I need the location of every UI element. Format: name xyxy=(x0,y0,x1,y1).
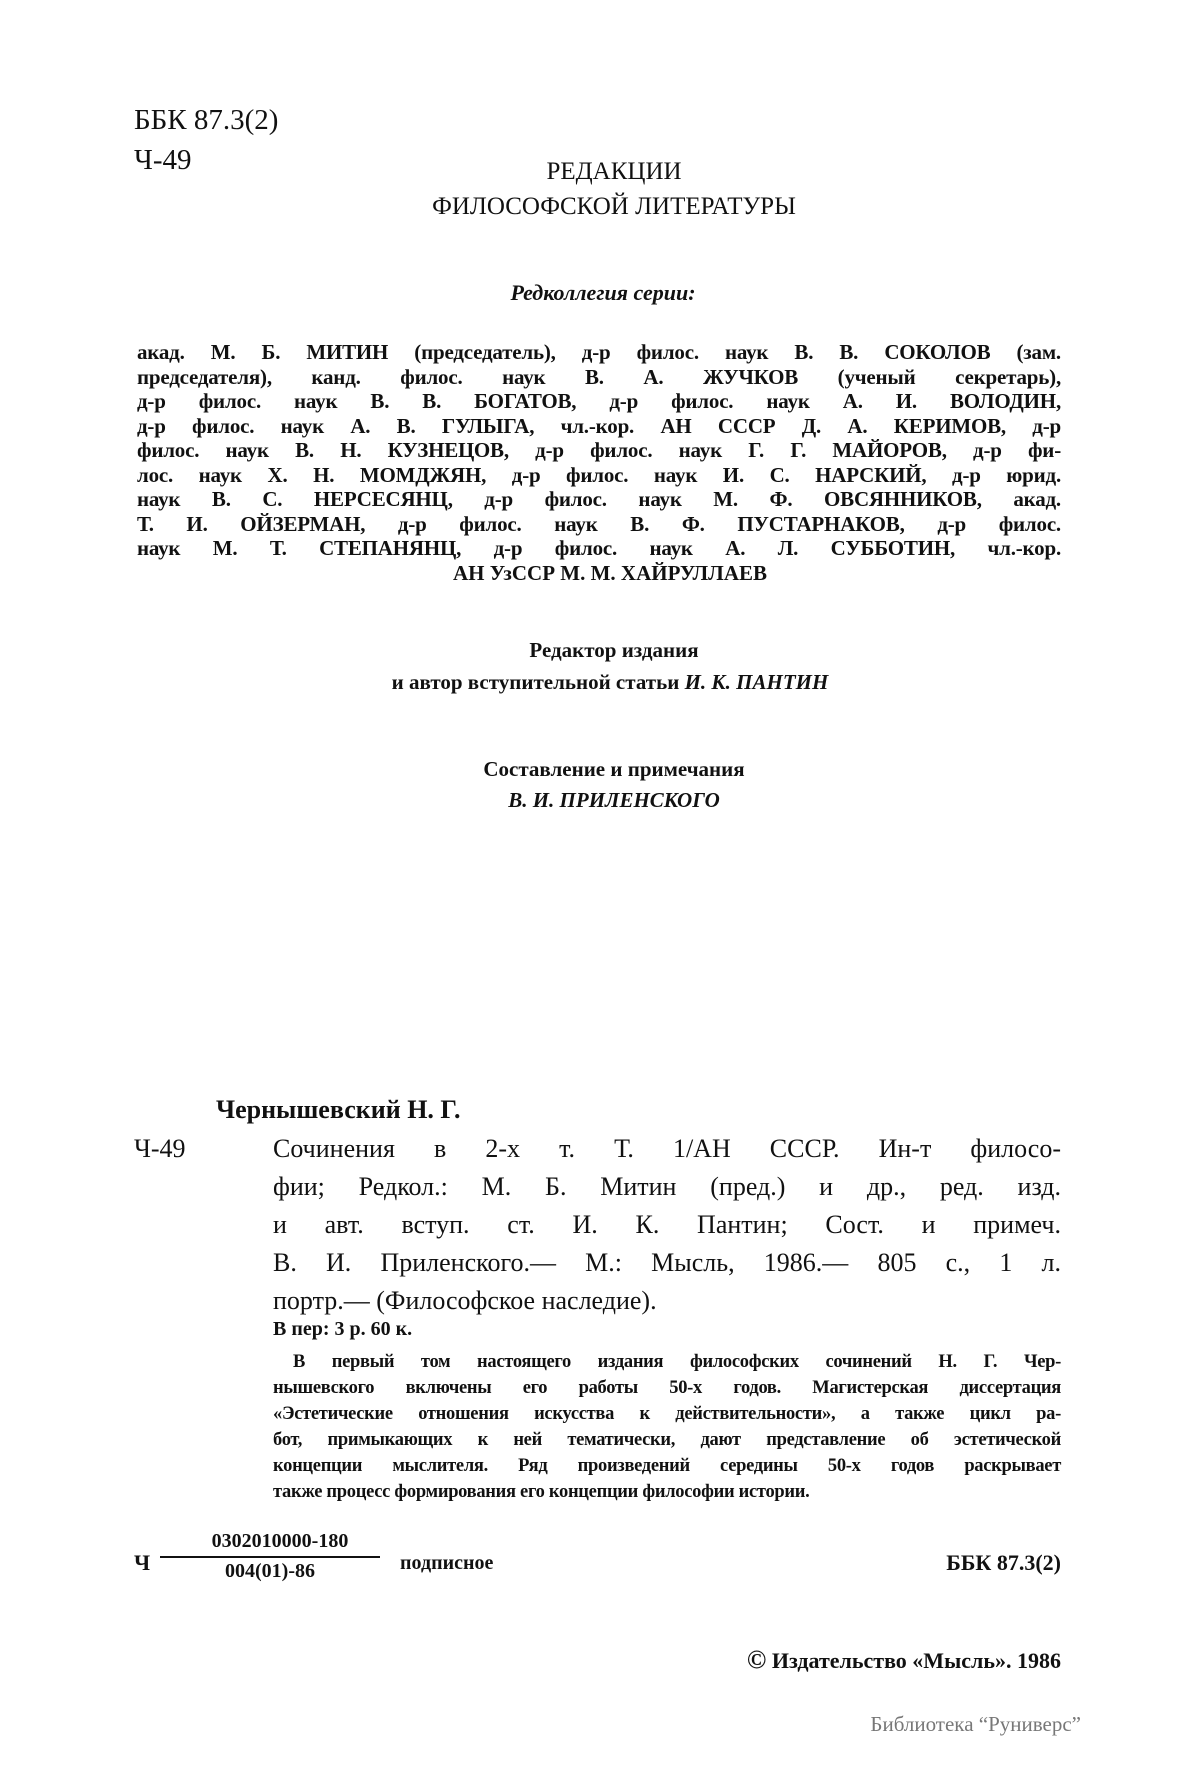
board-line: председателя), канд. филос. наук В. А. ЖУЧКОВ (ученый секретарь), xyxy=(137,364,1061,389)
annotation-line: нышевского включены его работы 50-х годов. Магистерская диссертация xyxy=(273,1378,1061,1398)
publisher-line-1: РЕДАКЦИИ xyxy=(546,158,682,185)
bib-code: Ч-49 xyxy=(134,1134,186,1163)
editor-line-1: Редактор издания xyxy=(529,638,699,662)
board-line: лос. наук Х. Н. МОМДЖЯН, д-р филос. наук И. С. НАРСКИЙ, д-р юрид. xyxy=(137,462,1061,487)
editor-role: и автор вступительной статьи xyxy=(391,670,680,694)
bib-line: Сочинения в 2-х т. Т. 1/АН СССР. Ин-т филосо- xyxy=(273,1134,1061,1163)
copyright-text: Издательство «Мысль». 1986 xyxy=(771,1648,1061,1673)
board-line: Т. И. ОЙЗЕРМАН, д-р филос. наук В. Ф. ПУСТАРНАКОВ, д-р филос. xyxy=(137,511,1061,536)
board-line: наук М. Т. СТЕПАНЯНЦ, д-р филос. наук А. Л. СУББОТИН, чл.-кор. xyxy=(137,536,1061,560)
publisher-line-2: ФИЛОСОФСКОЙ ЛИТЕРАТУРЫ xyxy=(432,193,796,220)
fraction-bar xyxy=(160,1556,380,1558)
board-line: акад. М. Б. МИТИН (председатель), д-р филос. наук В. В. СОКОЛОВ (зам. xyxy=(137,340,1061,364)
editor-name: И. К. ПАНТИН xyxy=(684,670,829,694)
library-watermark: Библиотека “Руниверс” xyxy=(870,1712,1081,1736)
bib-line: и авт. вступ. ст. И. К. Пантин; Сост. и примеч. xyxy=(273,1210,1061,1239)
board-line: наук В. С. НЕРСЕСЯНЦ, д-р филос. наук М. Ф. ОВСЯННИКОВ, акад. xyxy=(137,487,1061,511)
editorial-board-heading: Редколлегия серии: xyxy=(510,280,696,305)
fraction-numerator: 0302010000-180 xyxy=(211,1530,349,1552)
copyright-icon: © xyxy=(746,1645,767,1674)
classification-fraction xyxy=(160,1530,380,1583)
bbk-footer: ББК 87.3(2) xyxy=(946,1550,1061,1575)
fraction-denominator: 004(01)-86 xyxy=(225,1560,315,1582)
board-line: филос. наук В. Н. КУЗНЕЦОВ, д-р филос. наук Г. Г. МАЙОРОВ, д-р фи- xyxy=(137,438,1061,462)
annotation-line: бот, примыкающих к ней тематически, дают представление об эстетической xyxy=(273,1430,1061,1450)
bib-author: Чернышевский Н. Г. xyxy=(216,1095,461,1124)
price: В пер: 3 р. 60 к. xyxy=(273,1318,413,1340)
subscription-label: подписное xyxy=(400,1552,494,1574)
annotation-line: В первый том настоящего издания философских сочинений Н. Г. Чер- xyxy=(293,1352,1061,1372)
classification-letter: Ч xyxy=(134,1550,151,1575)
board-line: д-р филос. наук В. В. БОГАТОВ, д-р филос. наук А. И. ВОЛОДИН, xyxy=(137,389,1061,413)
copyright-line xyxy=(747,1645,1061,1675)
board-line: д-р филос. наук А. В. ГУЛЫГА, чл.-кор. АН СССР Д. А. КЕРИМОВ, д-р xyxy=(137,413,1061,438)
annotation-last-line: также процесс формирования его концепции философии истории. xyxy=(273,1482,810,1502)
annotation-line: «Эстетические отношения искусства к действительности», а также цикл ра- xyxy=(273,1404,1061,1424)
bib-last-line: портр.— (Философское наследие). xyxy=(273,1286,657,1315)
bib-line: В. И. Приленского.— М.: Мысль, 1986.— 805 с., 1 л. xyxy=(273,1248,1061,1277)
compilation-line-1: Составление и примечания xyxy=(483,757,745,781)
annotation-line: концепции мыслителя. Ряд произведений середины 50-х годов раскрывает xyxy=(273,1456,1061,1476)
bib-line: фии; Редкол.: М. Б. Митин (пред.) и др., ред. изд. xyxy=(273,1172,1061,1201)
board-last-line: АН УзССР М. М. ХАЙРУЛЛАЕВ xyxy=(452,560,767,585)
compilation-name: В. И. ПРИЛЕНСКОГО xyxy=(508,788,720,812)
bbk-index: ББК 87.3(2) xyxy=(134,104,279,136)
author-code: Ч-49 xyxy=(134,144,192,176)
editor-line-2 xyxy=(10,670,1200,695)
